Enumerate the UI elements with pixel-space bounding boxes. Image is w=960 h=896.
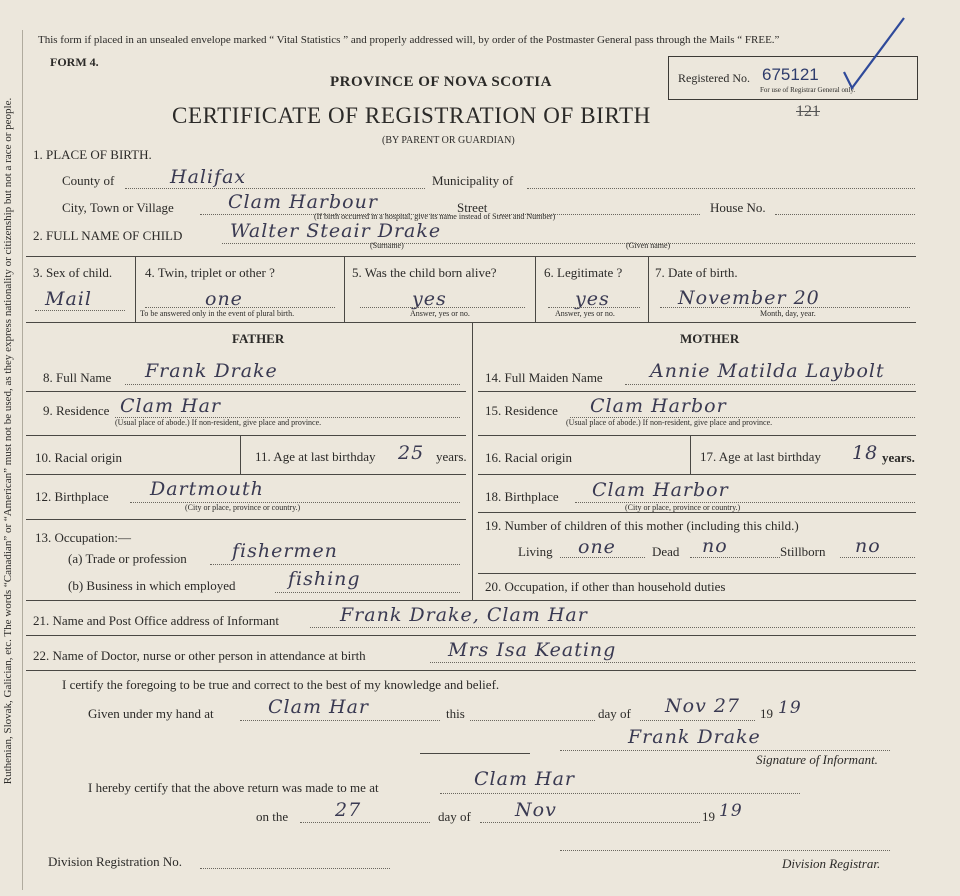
- still-value: no: [855, 535, 881, 557]
- date-value: November 20: [678, 287, 820, 309]
- still-label: Stillborn: [780, 544, 826, 559]
- mother-birth-label: 18. Birthplace: [485, 489, 559, 504]
- row3-bottom-line: [26, 322, 916, 323]
- mother-birth-value: Clam Harbor: [592, 479, 729, 501]
- mother-name-value: Annie Matilda Laybolt: [650, 360, 885, 382]
- certificate-title: CERTIFICATE OF REGISTRATION OF BIRTH: [172, 103, 651, 128]
- center-divider: [472, 322, 473, 600]
- father-occ-label: 13. Occupation:—: [35, 530, 132, 545]
- child-label: 2. FULL NAME OF CHILD: [33, 228, 183, 243]
- mother-occ-label: 20. Occupation, if other than household duties: [485, 579, 726, 594]
- mother-name-label: 14. Full Maiden Name: [485, 370, 603, 385]
- living-value: one: [578, 536, 616, 558]
- row3-div1: [135, 256, 136, 322]
- registrar-year-value: 19: [719, 801, 743, 821]
- father-name-label: 8. Full Name: [43, 370, 112, 385]
- mother-heading: MOTHER: [680, 331, 740, 346]
- father-age-label: 11. Age at last birthday: [255, 449, 376, 464]
- father-birth-note: (City or place, province or country.): [185, 503, 301, 512]
- certify-text: I certify the foregoing to be true and correct to the best of my knowledge and belief.: [62, 677, 500, 692]
- father-name-line: [125, 384, 460, 385]
- mother-racial-label: 16. Racial origin: [485, 450, 573, 465]
- registrar-month-value: Nov: [515, 799, 557, 821]
- date-note: Month, day, year.: [760, 309, 816, 318]
- still-line: [840, 557, 915, 558]
- signature-line: [560, 750, 890, 751]
- mother-age-label: 17. Age at last birthday: [700, 449, 821, 464]
- living-line: [560, 557, 645, 558]
- row3-top-line: [26, 256, 916, 257]
- doctor-bottom-line: [26, 670, 916, 671]
- house-label: House No.: [710, 200, 766, 215]
- father-business-line: [275, 592, 460, 593]
- registrar-signature-line: [560, 850, 890, 851]
- division-registrar-label: Division Registrar.: [782, 856, 881, 871]
- this-line: [470, 720, 595, 721]
- mother-line-1: [478, 391, 916, 392]
- row3-div3: [535, 256, 536, 322]
- twin-label: 4. Twin, triplet or other ?: [145, 265, 275, 280]
- alive-label: 5. Was the child born alive?: [352, 265, 497, 280]
- mother-line-4: [478, 512, 916, 513]
- mother-line-5: [478, 573, 916, 574]
- mother-res-label: 15. Residence: [485, 403, 558, 418]
- father-years: years.: [436, 449, 467, 464]
- date-label: 7. Date of birth.: [655, 265, 738, 280]
- living-label: Living: [518, 544, 553, 559]
- informant-signature: Frank Drake: [628, 726, 761, 748]
- alive-line: [360, 307, 525, 308]
- father-name-value: Frank Drake: [145, 360, 278, 382]
- form-number: FORM 4.: [50, 55, 99, 69]
- legit-note: Answer, yes or no.: [555, 309, 615, 318]
- on-the-value: 27: [335, 799, 362, 821]
- day-of-label: day of: [598, 706, 631, 721]
- margin-mark: 121: [796, 103, 820, 120]
- province-heading: PROVINCE OF NOVA SCOTIA: [330, 74, 552, 90]
- mother-name-line: [625, 384, 915, 385]
- father-line-2: [26, 435, 466, 436]
- father-line-3: [26, 474, 466, 475]
- father-res-note: (Usual place of abode.) If non-resident, give place and province.: [115, 418, 322, 427]
- check-mark-icon: [838, 14, 910, 90]
- father-trade-value: fishermen: [232, 540, 338, 562]
- registered-number: 675121: [762, 65, 819, 84]
- city-value: Clam Harbour: [228, 191, 378, 213]
- registered-label: Registered No.: [678, 71, 750, 85]
- informant-value: Frank Drake, Clam Har: [340, 604, 588, 626]
- certify-day-line: [640, 720, 755, 721]
- place-heading: 1. PLACE OF BIRTH.: [33, 147, 152, 162]
- legit-value: yes: [575, 288, 610, 310]
- dead-label: Dead: [652, 544, 680, 559]
- father-res-value: Clam Har: [120, 395, 221, 417]
- registrar-year-prefix: 19: [702, 809, 715, 824]
- side-note: Ruthenian, Slovak, Galician, etc. The words “Canadian” or “American” must not be used, as they express nationality or citizenship but not a race or people.: [2, 97, 14, 785]
- given-place-line: [240, 720, 440, 721]
- left-margin-line: [22, 30, 23, 890]
- registrar-place-value: Clam Har: [474, 768, 575, 790]
- mother-years: years.: [882, 450, 915, 465]
- mother-children-label: 19. Number of children of this mother (including this child.): [485, 518, 799, 533]
- doctor-line: [430, 662, 915, 663]
- signature-label: Signature of Informant.: [756, 752, 878, 767]
- twin-value: one: [205, 288, 243, 310]
- county-line: [125, 188, 425, 189]
- certificate-subtitle: (BY PARENT OR GUARDIAN): [382, 135, 515, 146]
- father-birth-value: Dartmouth: [150, 478, 264, 500]
- mother-line-2: [478, 435, 916, 436]
- informant-label: 21. Name and Post Office address of Informant: [33, 613, 279, 628]
- given-note: (Given name): [626, 241, 671, 250]
- division-no-label: Division Registration No.: [48, 854, 182, 869]
- mother-age-divider: [690, 435, 691, 474]
- row3-div4: [648, 256, 649, 322]
- row3-div2: [344, 256, 345, 322]
- street-note: (If birth occurred in a hospital, give its name instead of Street and Number): [314, 212, 556, 221]
- mail-notice: This form if placed in an unsealed envelope marked “ Vital Statistics ” and properly addressed will, by order of the Postmaster General pass through the Mails “ FREE.”: [38, 34, 780, 46]
- sex-line: [35, 310, 125, 311]
- father-business-value: fishing: [288, 568, 361, 590]
- mother-birth-note: (City or place, province or country.): [625, 503, 741, 512]
- given-place-value: Clam Har: [268, 696, 369, 718]
- father-heading: FATHER: [232, 331, 285, 346]
- informant-bottom-line: [26, 635, 916, 636]
- alive-note: Answer, yes or no.: [410, 309, 470, 318]
- city-label: City, Town or Village: [62, 200, 174, 215]
- doctor-value: Mrs Isa Keating: [448, 639, 617, 661]
- certify-year-value: 19: [778, 698, 802, 718]
- county-value: Halifax: [170, 166, 247, 188]
- registrar-place-line: [440, 793, 800, 794]
- twin-note: To be answered only in the event of plural birth.: [140, 309, 295, 318]
- father-birth-label: 12. Birthplace: [35, 489, 109, 504]
- father-line-1: [26, 391, 466, 392]
- doctor-label: 22. Name of Doctor, nurse or other person in attendance at birth: [33, 648, 366, 663]
- on-the-label: on the: [256, 809, 289, 824]
- mother-res-value: Clam Harbor: [590, 395, 727, 417]
- legit-line: [548, 307, 640, 308]
- county-label: County of: [62, 173, 115, 188]
- municipality-line: [527, 188, 915, 189]
- alive-value: yes: [412, 288, 447, 310]
- registrar-month-line: [480, 822, 700, 823]
- child-value: Walter Steair Drake: [230, 220, 442, 242]
- registered-note: For use of Registrar General only.: [760, 86, 856, 94]
- father-business-label: (b) Business in which employed: [68, 578, 236, 593]
- father-trade-line: [210, 564, 460, 565]
- registrar-text: I hereby certify that the above return was made to me at: [88, 780, 379, 795]
- on-the-line: [300, 822, 430, 823]
- twin-line: [145, 307, 335, 308]
- municipality-label: Municipality of: [432, 173, 514, 188]
- short-divider: [420, 753, 530, 754]
- father-age-divider: [240, 435, 241, 474]
- father-trade-label: (a) Trade or profession: [68, 551, 187, 566]
- dead-value: no: [702, 535, 728, 557]
- sex-value: Mail: [45, 288, 92, 310]
- informant-line: [310, 627, 915, 628]
- house-line: [775, 214, 915, 215]
- child-line: [222, 243, 915, 244]
- dead-line: [690, 557, 780, 558]
- registrar-day-label: day of: [438, 809, 471, 824]
- street-label: Street: [457, 200, 488, 215]
- date-line: [660, 307, 910, 308]
- mother-line-3: [478, 474, 916, 475]
- certify-day-value: Nov 27: [665, 695, 741, 717]
- informant-top-line: [26, 600, 916, 601]
- given-label: Given under my hand at: [88, 706, 214, 721]
- father-res-label: 9. Residence: [43, 403, 110, 418]
- this-label: this: [446, 706, 465, 721]
- division-no-line: [200, 868, 390, 869]
- certify-year-prefix: 19: [760, 706, 773, 721]
- mother-res-note: (Usual place of abode.) If non-resident, give place and province.: [566, 418, 773, 427]
- father-line-4: [26, 519, 466, 520]
- sex-label: 3. Sex of child.: [33, 265, 113, 280]
- father-age-value: 25: [398, 442, 425, 464]
- surname-note: (Surname): [370, 241, 404, 250]
- father-racial-label: 10. Racial origin: [35, 450, 123, 465]
- mother-age-value: 18: [852, 442, 879, 464]
- legit-label: 6. Legitimate ?: [544, 265, 623, 280]
